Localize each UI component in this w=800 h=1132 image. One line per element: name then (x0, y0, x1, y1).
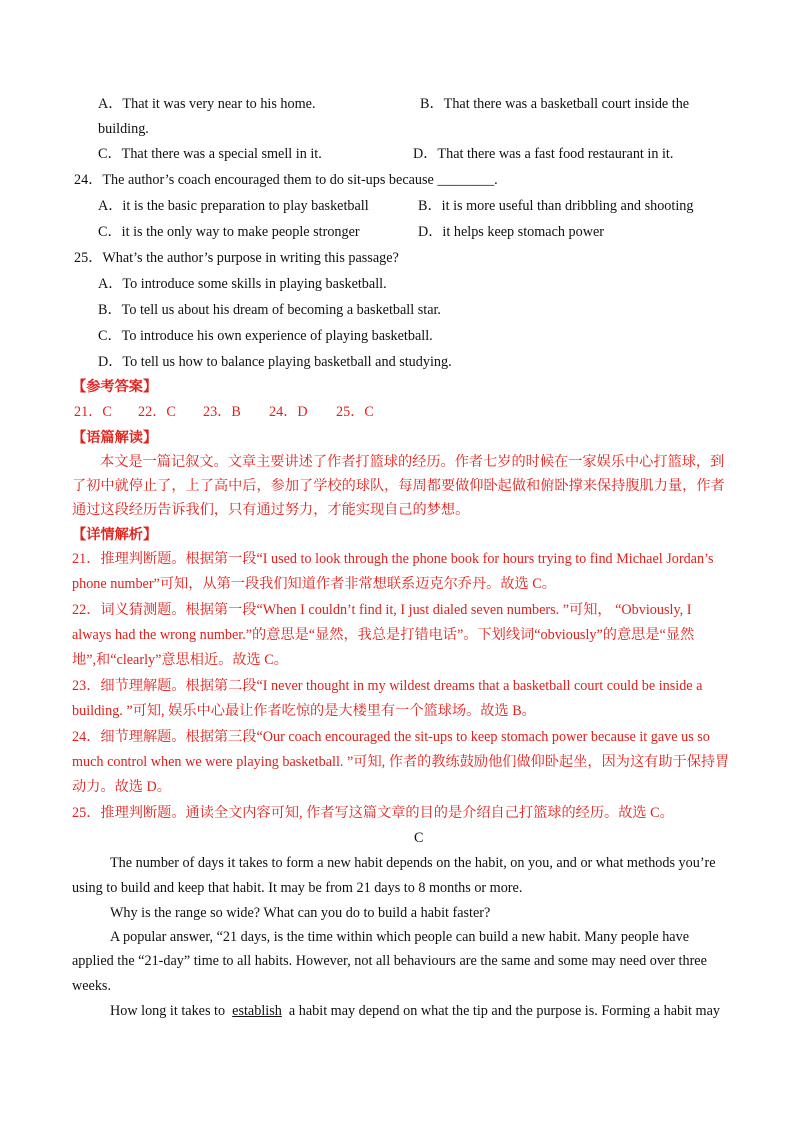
q24-option-c: C．it is the only way to make people stronger (98, 224, 360, 240)
q23-option-c: C．That there was a special smell in it. (98, 146, 322, 162)
explanation-24-line: 24．细节理解题。根据第三段“Our coach encouraged the sit-ups to keep stomach power because it gave us so (72, 729, 710, 745)
explanation-24-line: much control when we were playing basketball. ”可知, 作者的教练鼓励他们做仰卧起坐，因为这有助于保持胃 (72, 754, 730, 770)
passage-analysis-line: 通过这段经历告诉我们，只有通过努力，才能实现自己的梦想。 (72, 502, 470, 518)
explanation-23-line: 23．细节理解题。根据第二段“I never thought in my wildest dreams that a basketball court could be inside a (72, 678, 703, 694)
q24-option-d: D．it helps keep stomach power (418, 224, 604, 240)
answer-item: 24．D (269, 404, 308, 420)
explanation-22-line: 22．词义猜测题。根据第一段“When I couldn’t find it, I just dialed seven numbers. ”可知， “Obviously, I (72, 602, 692, 618)
passage-analysis-heading: 【语篇解读】 (72, 430, 158, 446)
q25-option-c: C．To introduce his own experience of playing basketball. (98, 328, 433, 344)
answers-heading: 【参考答案】 (72, 379, 158, 395)
answer-item: 22．C (138, 404, 176, 420)
explanation-25-line: 25．推理判断题。通读全文内容可知, 作者写这篇文章的目的是介绍自己打篮球的经历。故选 C。 (72, 805, 674, 821)
q23-option-b-continued: building. (98, 121, 149, 137)
section-c-paragraph-line (110, 1001, 720, 1021)
answer-item: 23．B (203, 404, 241, 420)
q25-option-b: B．To tell us about his dream of becoming a basketball star. (98, 302, 441, 318)
answer-item: 25．C (336, 404, 374, 420)
section-c-label: C (414, 830, 424, 846)
section-c-paragraph-line: using to build and keep that habit. It may be from 21 days to 8 months or more. (72, 880, 523, 896)
answer-item: 21．C (74, 404, 112, 420)
paragraph-text: How long it takes to (110, 1003, 226, 1019)
q23-option-d: D．That there was a fast food restaurant in it. (413, 146, 674, 162)
section-c-paragraph-line: applied the “21-day” time to all habits. However, not all behaviours are the same and some may need over three (72, 953, 707, 969)
explanation-22-line: always had the wrong number.”的意思是“显然，我总是打错电话”。下划线词“obviously”的意思是“显然 (72, 627, 695, 643)
q25-option-a: A．To introduce some skills in playing basketball. (98, 276, 387, 292)
q23-option-a: A．That it was very near to his home. (98, 96, 316, 112)
detailed-analysis-heading: 【详情解析】 (72, 527, 158, 543)
section-c-paragraph-line: weeks. (72, 978, 112, 994)
explanation-21-line: 21．推理判断题。根据第一段“I used to look through the phone book for hours trying to find Michael Jordan’s (72, 551, 714, 567)
underlined-word-establish: establish (232, 1003, 282, 1019)
explanation-21-line: phone number”可知，从第一段我们知道作者非常想联系迈克尔乔丹。故选 C。 (72, 576, 556, 592)
passage-analysis-line: 本文是一篇记叙文。文章主要讲述了作者打篮球的经历。作者七岁的时候在一家娱乐中心打篮球，到 (100, 454, 725, 470)
q25-option-d: D．To tell us how to balance playing basketball and studying. (98, 354, 452, 370)
paragraph-text: a habit may depend on what the tip and the purpose is. Forming a habit may (288, 1003, 720, 1019)
section-c-paragraph-line: The number of days it takes to form a new habit depends on the habit, on you, and or what methods you’re (110, 855, 716, 871)
q23-option-b: B．That there was a basketball court inside the (420, 96, 690, 112)
q24-option-a: A．it is the basic preparation to play basketball (98, 198, 369, 214)
q24-option-b: B．it is more useful than dribbling and shooting (418, 198, 694, 214)
passage-analysis-line: 了初中就停止了，上了高中后，参加了学校的球队，每周都要做仰卧起做和俯卧撑来保持腹肌力量，作者 (72, 478, 725, 494)
section-c-paragraph-line: Why is the range so wide? What can you do to build a habit faster? (110, 905, 491, 921)
explanation-24-line: 动力。故选 D。 (72, 779, 171, 795)
q24-stem: 24．The author’s coach encouraged them to do sit-ups because ________. (74, 172, 498, 188)
explanation-22-line: 地”,和“clearly”意思相近。故选 C。 (72, 652, 288, 668)
q25-stem: 25．What’s the author’s purpose in writing this passage? (74, 250, 399, 266)
explanation-23-line: building. ”可知, 娱乐中心最让作者吃惊的是大楼里有一个篮球场。故选 B。 (72, 703, 536, 719)
section-c-paragraph-line: A popular answer, “21 days, is the time within which people can build a new habit. Many people have (110, 929, 689, 945)
